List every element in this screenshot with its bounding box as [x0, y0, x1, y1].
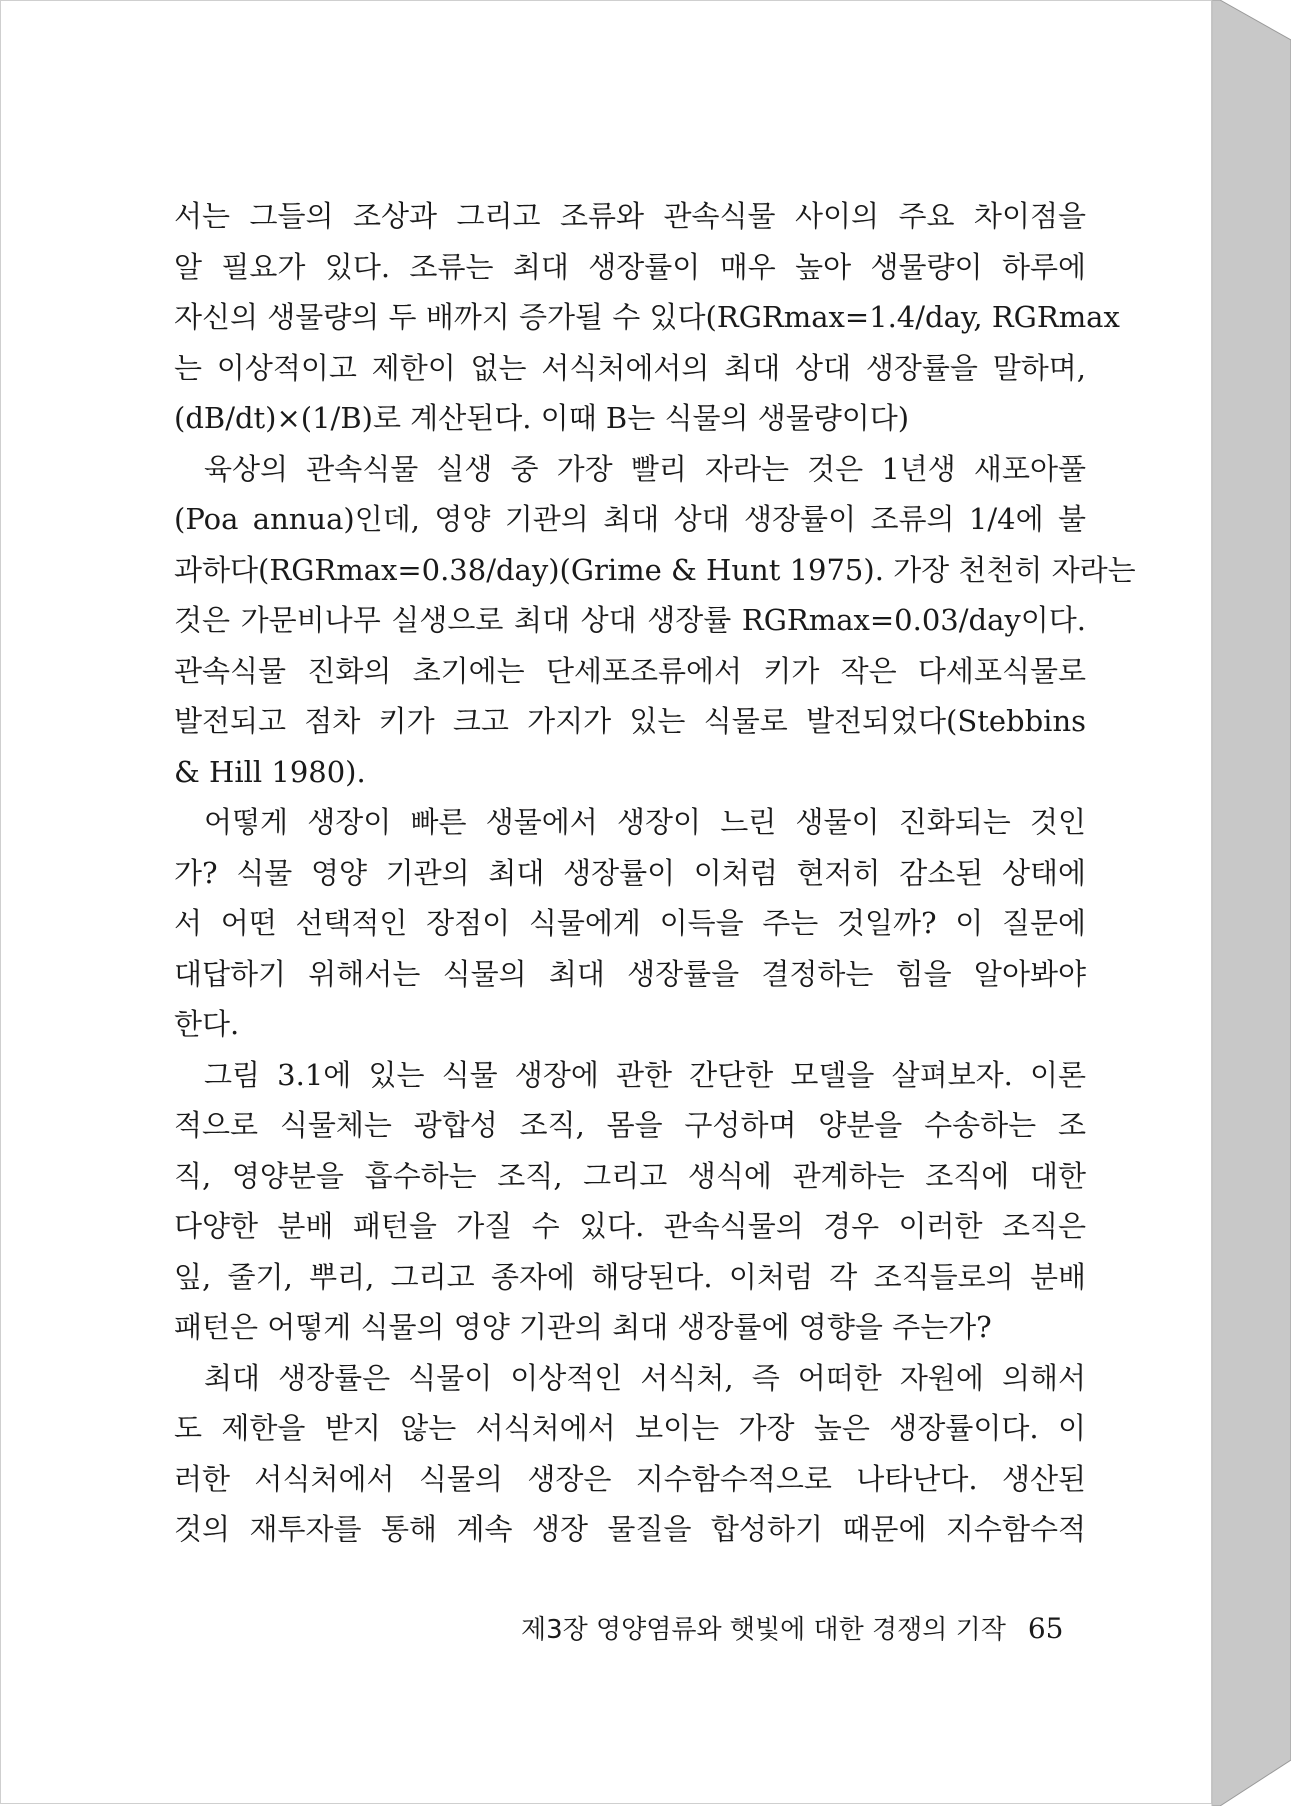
text-line: 한다. — [174, 1007, 240, 1041]
text-line: (Poa annua)인데, 영양 기관의 최대 상대 생장률이 조류의 1/4에 불 — [174, 502, 1086, 536]
text-line: 그림 3.1에 있는 식물 생장에 관한 간단한 모델을 살펴보자. 이론 — [204, 1057, 1086, 1092]
text-line: 서는 그들의 조상과 그리고 조류와 관속식물 사이의 주요 차이점을 — [174, 199, 1086, 233]
text-line: 어떻게 생장이 빠른 생물에서 생장이 느린 생물이 진화되는 것인 — [204, 805, 1086, 839]
text-line: 패턴은 어떻게 식물의 영양 기관의 최대 생장률에 영향을 주는가? — [174, 1310, 992, 1344]
page-edge-3d — [1190, 0, 1291, 1806]
text-line: 발전되고 점차 키가 크고 가지가 있는 식물로 발전되었다(Stebbins — [174, 704, 1086, 738]
text-line: 육상의 관속식물 실생 중 가장 빨리 자라는 것은 1년생 새포아풀 — [204, 451, 1086, 486]
text-line: 서 어떤 선택적인 장점이 식물에게 이득을 주는 것일까? 이 질문에 — [174, 906, 1086, 940]
text-line: 관속식물 진화의 초기에는 단세포조류에서 키가 작은 다세포식물로 — [174, 653, 1086, 688]
body-text — [174, 191, 1136, 1555]
text-line: 과하다(RGRmax=0.38/day)(Grime & Hunt 1975). 가장 천천히 자라는 — [174, 552, 1136, 587]
page-footer — [521, 1609, 1064, 1646]
text-line: 직, 영양분을 흡수하는 조직, 그리고 생식에 관계하는 조직에 대한 — [174, 1158, 1086, 1193]
text-line: 다양한 분배 패턴을 가질 수 있다. 관속식물의 경우 이러한 조직은 — [174, 1209, 1086, 1243]
chapter-title: 제3장 영양염류와 햇빛에 대한 경쟁의 기작 — [521, 1615, 1006, 1645]
text-line: 도 제한을 받지 않는 서식처에서 보이는 가장 높은 생장률이다. 이 — [174, 1411, 1086, 1445]
text-line: 잎, 줄기, 뿌리, 그리고 종자에 해당된다. 이처럼 각 조직들로의 분배 — [174, 1259, 1086, 1294]
text-line: & Hill 1980). — [174, 754, 366, 789]
text-line: 것의 재투자를 통해 계속 생장 물질을 합성하기 때문에 지수함수적 — [174, 1512, 1086, 1546]
text-line: 러한 서식처에서 식물의 생장은 지수함수적으로 나타난다. 생산된 — [174, 1461, 1086, 1496]
text-line: 것은 가문비나무 실생으로 최대 상대 생장률 RGRmax=0.03/day이다. — [174, 603, 1086, 637]
text-line: 자신의 생물량의 두 배까지 증가될 수 있다(RGRmax=1.4/day, RGRmax — [174, 300, 1120, 334]
text-line: 알 필요가 있다. 조류는 최대 생장률이 매우 높아 생물량이 하루에 — [174, 249, 1086, 284]
text-line: 는 이상적이고 제한이 없는 서식처에서의 최대 상대 생장률을 말하며, — [174, 350, 1086, 385]
text-line: 대답하기 위해서는 식물의 최대 생장률을 결정하는 힘을 알아봐야 — [174, 956, 1086, 991]
text-line: 최대 생장률은 식물이 이상적인 서식처, 즉 어떠한 자원에 의해서 — [204, 1360, 1086, 1395]
text-line: (dB/dt)×(1/B)로 계산된다. 이때 B는 식물의 생물량이다) — [174, 401, 910, 435]
page-number: 65 — [1027, 1612, 1064, 1645]
text-line: 가? 식물 영양 기관의 최대 생장률이 이처럼 현저히 감소된 상태에 — [174, 855, 1086, 890]
text-line: 적으로 식물체는 광합성 조직, 몸을 구성하며 양분을 수송하는 조 — [174, 1108, 1086, 1142]
